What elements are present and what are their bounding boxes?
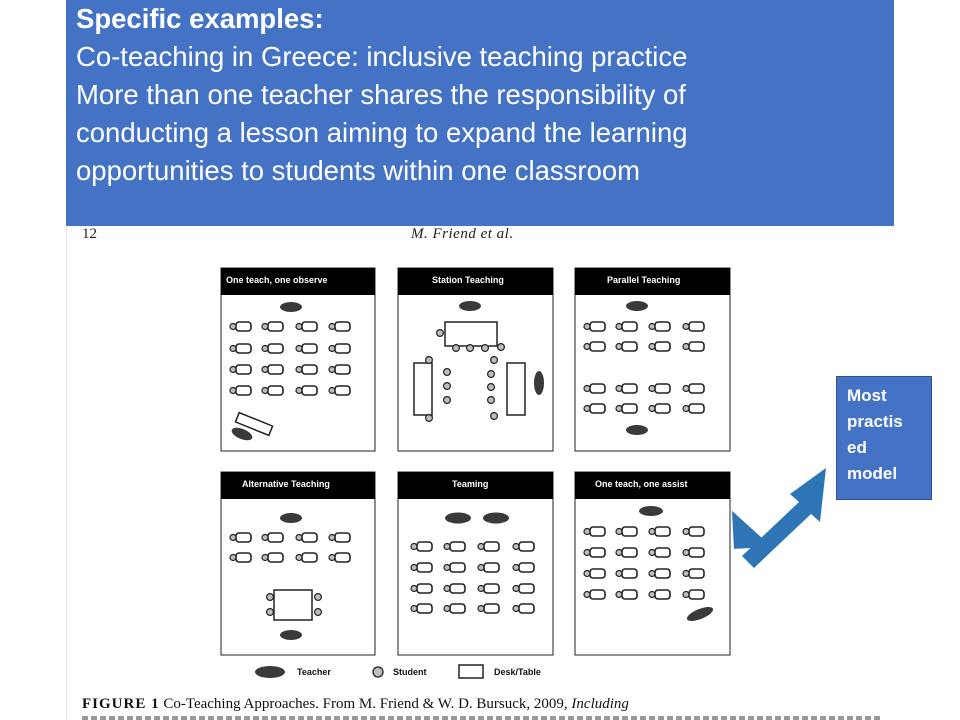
running-head: M. Friend et al. xyxy=(411,226,514,242)
panel-title-teaming: Teaming xyxy=(452,479,489,489)
legend-student-icon xyxy=(373,667,383,677)
header-line-1: Co-teaching in Greece: inclusive teaching practice xyxy=(76,41,688,72)
callout-line-2: practis xyxy=(847,412,903,431)
highlight-arrow xyxy=(732,468,826,568)
header-line-3: conducting a lesson aiming to expand the learning xyxy=(76,117,688,148)
figure-caption xyxy=(82,696,629,713)
header-title: Specific examples: xyxy=(76,3,324,34)
panel-parallel-teaching xyxy=(575,268,730,451)
panel-one-teach-one-assist xyxy=(575,472,730,655)
panel-title-parallel-teaching: Parallel Teaching xyxy=(607,275,681,285)
panel-title-one-teach-one-observe: One teach, one observe xyxy=(226,275,328,285)
figure-legend xyxy=(255,665,541,678)
legend-teacher-icon xyxy=(255,666,285,678)
caption-cut-off-line xyxy=(82,716,882,720)
caption-text: Co-Teaching Approaches. From M. Friend & W. D. Bursuck, 2009, xyxy=(159,696,572,712)
header-line-4: opportunities to students within one classroom xyxy=(76,155,641,186)
panel-alternative-teaching xyxy=(221,472,375,655)
caption-figure-label: FIGURE 1 xyxy=(82,696,160,712)
legend-desk-icon xyxy=(459,665,483,678)
legend-teacher-label: Teacher xyxy=(297,667,331,677)
most-practised-callout xyxy=(836,376,932,500)
header-line-2: More than one teacher shares the responsibility of xyxy=(76,79,686,110)
panel-station-teaching xyxy=(398,268,553,451)
caption-italic: Including xyxy=(571,696,629,712)
page-number: 12 xyxy=(82,226,97,242)
callout-line-1: Most xyxy=(847,386,887,405)
legend-desk-label: Desk/Table xyxy=(494,667,541,677)
panel-title-alternative-teaching: Alternative Teaching xyxy=(242,479,330,489)
callout-line-4: model xyxy=(847,464,898,483)
legend-student-label: Student xyxy=(393,667,427,677)
callout-line-3: ed xyxy=(847,438,867,457)
panel-title-station-teaching: Station Teaching xyxy=(432,275,504,285)
panel-title-one-teach-one-assist: One teach, one assist xyxy=(595,479,688,489)
